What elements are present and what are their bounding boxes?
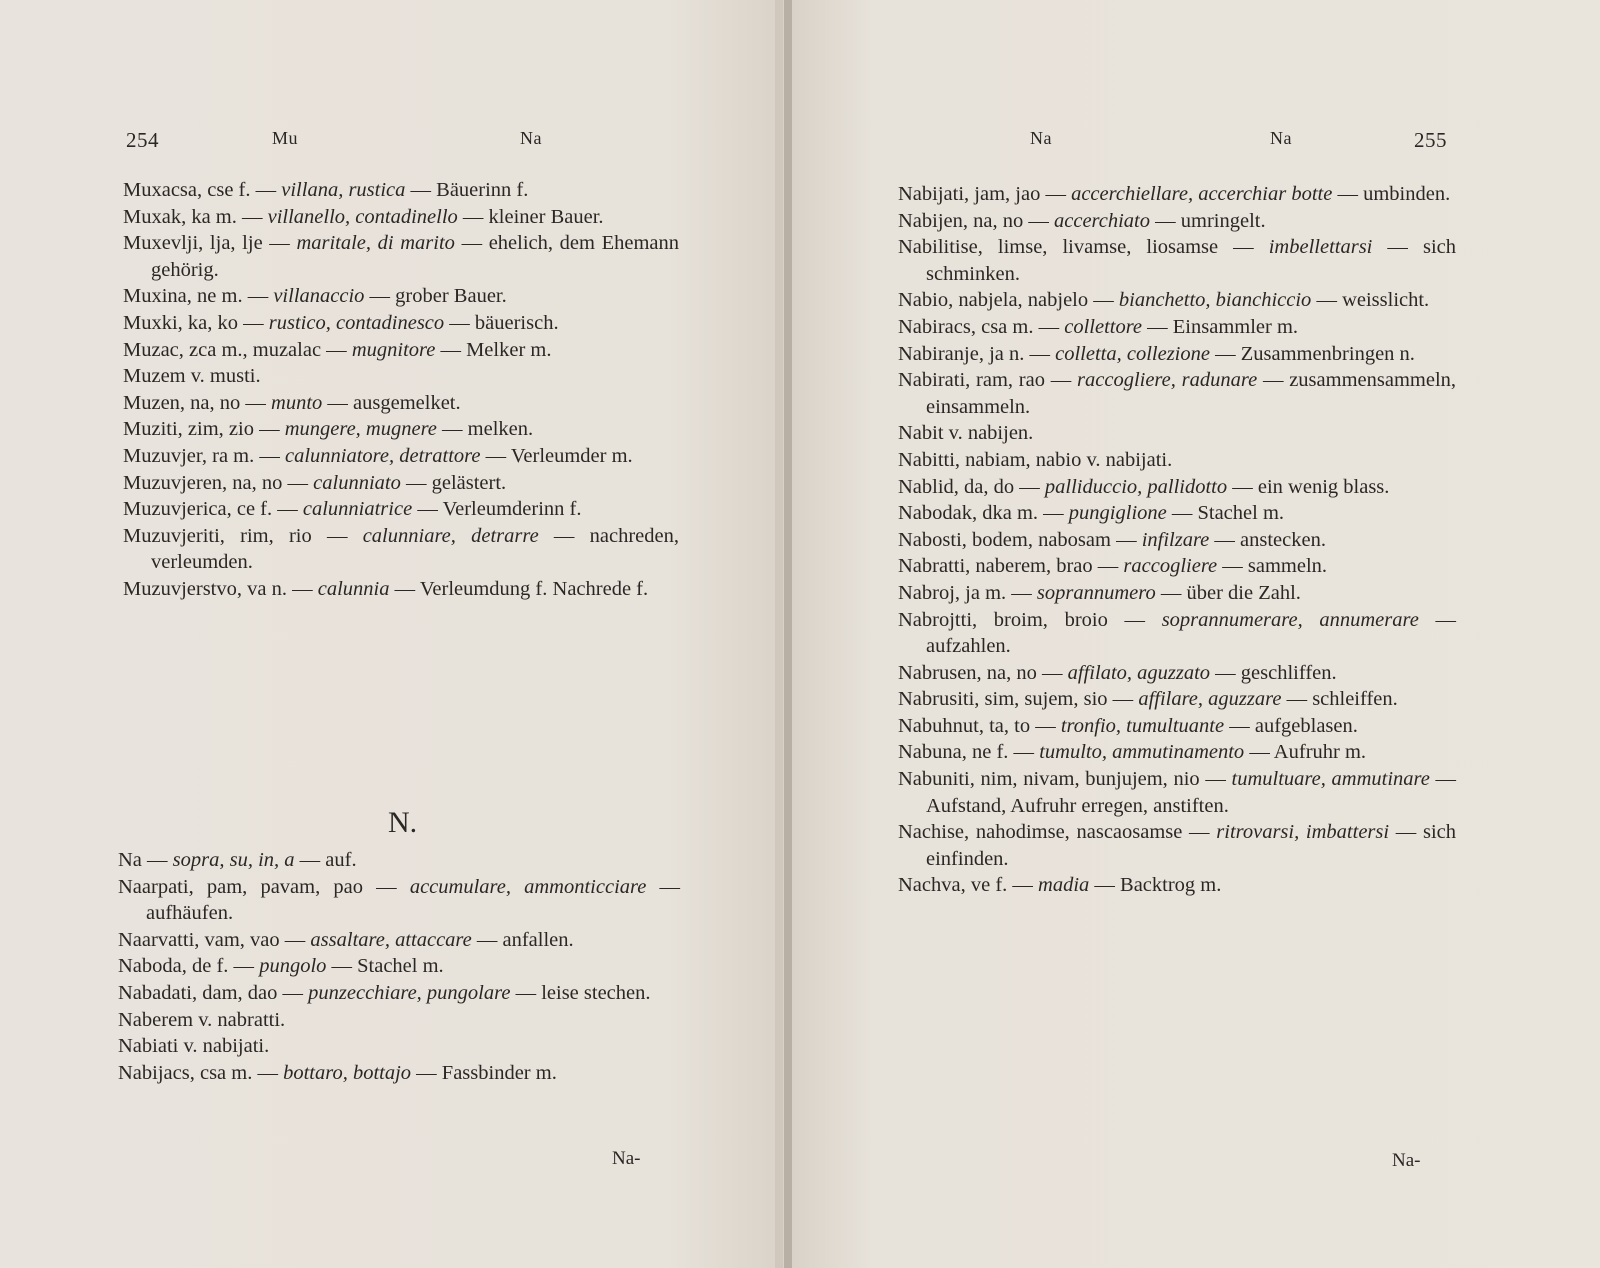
- entry-italian: tronfio, tumultuante: [1060, 714, 1225, 737]
- entry-german: — Zusammenbringen n.: [1215, 342, 1415, 365]
- dictionary-entry: [898, 234, 1456, 287]
- entry-german: — Fassbinder m.: [416, 1061, 557, 1084]
- entry-german: — ein wenig blass.: [1232, 475, 1390, 498]
- dictionary-entry: [898, 819, 1456, 872]
- entry-headword: Nabijen, na, no —: [898, 209, 1049, 232]
- entry-headword: Nabuhnut, ta, to —: [898, 714, 1056, 737]
- entry-german: — sammeln.: [1222, 555, 1328, 578]
- entry-headword: Muzuvjeriti, rim, rio —: [123, 524, 348, 547]
- entry-headword: Muxacsa, cse f. —: [123, 179, 277, 201]
- entry-headword: Muzen, na, no —: [123, 391, 266, 414]
- dictionary-entry: [123, 283, 679, 310]
- entry-german: — Stachel m.: [331, 955, 444, 978]
- entry-headword: Nabadati, dam, dao —: [118, 981, 304, 1004]
- entry-headword: Nachva, ve f. —: [898, 874, 1033, 897]
- entry-italian: accumulare, ammonticciare: [409, 875, 647, 898]
- entry-italian: rustico, contadinesco: [268, 311, 445, 334]
- entry-german: — Backtrog m.: [1094, 874, 1222, 897]
- entry-italian: maritale, di marito: [296, 232, 455, 255]
- entry-headword: Nabroj, ja m. —: [898, 581, 1032, 604]
- entry-headword: Naarpati, pam, pavam, pao —: [118, 875, 397, 898]
- entry-headword: Nabiranje, ja n. —: [898, 342, 1050, 365]
- dictionary-entry: [118, 1007, 680, 1034]
- dictionary-entry: [123, 470, 679, 497]
- dictionary-entry: [123, 310, 679, 337]
- catchword: Na-: [1392, 1150, 1421, 1171]
- entry-headword: Nabratti, naberem, brao —: [898, 555, 1119, 578]
- entry-headword: Muxak, ka m. —: [123, 205, 263, 228]
- entry-german: — leise stechen.: [515, 981, 651, 1004]
- entry-german: — Bäuerinn f.: [410, 179, 529, 201]
- dictionary-entry: [898, 341, 1456, 368]
- dictionary-entry: [118, 980, 680, 1007]
- entry-italian: bianchetto, bianchiccio: [1118, 289, 1312, 312]
- dictionary-entry: [123, 230, 679, 283]
- catchword: Na-: [612, 1148, 641, 1169]
- entry-italian: calunnia: [317, 577, 390, 600]
- entry-italian: villanello, contadinello: [267, 205, 458, 228]
- entry-headword: Nabijati, jam, jao —: [898, 183, 1066, 205]
- entry-headword: Naberem v. nabratti.: [118, 1008, 286, 1031]
- dictionary-entry: [898, 367, 1456, 420]
- entry-headword: Nabit v. nabijen.: [898, 422, 1034, 445]
- entry-headword: Nabijacs, csa m. —: [118, 1061, 278, 1084]
- dictionary-entry: [123, 204, 679, 231]
- dictionary-entry: [898, 607, 1456, 660]
- entry-headword: Nabuna, ne f. —: [898, 741, 1035, 764]
- dictionary-entry: [123, 390, 679, 417]
- left-page: [0, 0, 786, 1268]
- dictionary-entry: [898, 500, 1456, 527]
- entry-headword: Nabirati, ram, rao —: [898, 369, 1072, 392]
- entry-italian: punzecchiare, pungolare: [308, 981, 511, 1004]
- entry-headword: Nabrojtti, broim, broio —: [898, 608, 1146, 631]
- entry-italian: madia: [1038, 874, 1090, 897]
- entry-headword: Nabuniti, nim, nivam, bunjujem, nio —: [898, 768, 1226, 791]
- entry-headword: Muzuvjeren, na, no —: [123, 471, 309, 494]
- page-number: 255: [1414, 128, 1447, 152]
- dictionary-entry: [118, 953, 680, 980]
- entry-headword: Muziti, zim, zio —: [123, 418, 280, 441]
- header-left: Mu: [272, 128, 299, 148]
- entry-german: — melken.: [442, 418, 534, 441]
- dictionary-entry: [118, 1060, 680, 1087]
- dictionary-entry: [118, 927, 680, 954]
- dictionary-entry: [898, 314, 1456, 341]
- entry-german: — schleiffen.: [1286, 688, 1398, 711]
- dictionary-entry: [123, 496, 679, 523]
- entry-headword: Naarvatti, vam, vao —: [118, 928, 306, 951]
- entry-german: — ausgemelket.: [327, 391, 461, 414]
- entry-headword: Muzuvjerica, ce f. —: [123, 498, 298, 521]
- dictionary-entry: [123, 177, 679, 204]
- entry-italian: calunniatore, detrattore: [285, 444, 481, 467]
- entry-german: — Aufruhr m.: [1249, 741, 1367, 764]
- entry-german: — über die Zahl.: [1160, 581, 1301, 604]
- section-letter: N.: [388, 806, 418, 839]
- entry-italian: calunniatrice: [302, 498, 413, 521]
- dictionary-entry: [123, 443, 679, 470]
- dictionary-entry: [898, 553, 1456, 580]
- entry-headword: Nabilitise, limse, livamse, liosamse —: [898, 236, 1254, 259]
- entry-italian: tumultuare, ammutinare: [1231, 768, 1430, 791]
- entry-headword: Nabitti, nabiam, nabio v. nabijati.: [898, 448, 1173, 471]
- entry-german: — Aufstand, Aufruhr erregen, anstiften.: [926, 768, 1457, 817]
- right-entries: [898, 181, 1456, 899]
- entry-german: — gelästert.: [405, 471, 507, 494]
- entry-italian: imbellettarsi: [1268, 236, 1373, 259]
- dictionary-entry: [898, 447, 1456, 474]
- entry-german: — anstecken.: [1214, 528, 1326, 551]
- entry-italian: soprannumerare, annumerare: [1161, 608, 1419, 631]
- header-right: Na: [1270, 128, 1292, 148]
- entry-german: — weisslicht.: [1316, 289, 1430, 312]
- entry-italian: palliduccio, pallidotto: [1044, 475, 1228, 498]
- entry-german: — geschliffen.: [1215, 661, 1337, 684]
- entry-headword: Nabodak, dka m. —: [898, 502, 1064, 525]
- dictionary-entry: [898, 713, 1456, 740]
- entry-german: — umbinden.: [1337, 183, 1451, 205]
- dictionary-entry: [898, 660, 1456, 687]
- entry-italian: raccogliere, radunare: [1077, 369, 1258, 392]
- entry-german: — Verleumdung f. Nachrede f.: [394, 577, 649, 600]
- dictionary-entry: [123, 523, 679, 576]
- dictionary-entry: [118, 874, 680, 927]
- entry-german: — grober Bauer.: [369, 285, 507, 308]
- entry-italian: soprannumero: [1036, 581, 1156, 604]
- entry-headword: Muzuvjerstvo, va n. —: [123, 577, 313, 600]
- entry-italian: calunniare, detrarre: [362, 524, 539, 547]
- entry-italian: sopra, su, in, a: [172, 849, 295, 871]
- entry-headword: Muzem v. musti.: [123, 365, 261, 388]
- entry-german: — bäuerisch.: [449, 311, 559, 334]
- entry-headword: Naboda, de f. —: [118, 955, 255, 978]
- entry-german: — sich schminken.: [926, 236, 1456, 285]
- entry-headword: Nabiracs, csa m. —: [898, 315, 1060, 338]
- entry-headword: Nabiati v. nabijati.: [118, 1035, 270, 1058]
- entry-italian: mugnitore: [351, 338, 436, 361]
- dictionary-entry: [118, 847, 680, 874]
- page-edge: [775, 0, 783, 1268]
- dictionary-entry: [123, 337, 679, 364]
- dictionary-entry: [898, 580, 1456, 607]
- entry-german: — Verleumder m.: [485, 444, 633, 467]
- entry-german: — Stachel m.: [1171, 502, 1285, 525]
- entry-german: — aufzahlen.: [926, 608, 1457, 658]
- entry-german: — Verleumderinn f.: [417, 498, 582, 521]
- header-left: Na: [1030, 128, 1052, 148]
- entry-german: — nachreden, verleumden.: [151, 524, 679, 574]
- entry-italian: raccogliere: [1123, 555, 1218, 578]
- entry-italian: calunniato: [313, 471, 401, 494]
- entry-headword: Nabrusen, na, no —: [898, 661, 1063, 684]
- entry-italian: villana, rustica: [281, 179, 406, 201]
- entry-german: — aufgeblasen.: [1229, 714, 1358, 737]
- entry-german: — auf.: [299, 849, 357, 871]
- right-page: [792, 0, 1600, 1268]
- dictionary-entry: [898, 739, 1456, 766]
- entry-german: — aufhäufen.: [146, 875, 681, 925]
- dictionary-entry: [123, 363, 679, 390]
- header-right: Na: [520, 128, 542, 148]
- entry-italian: tumulto, ammutinamento: [1039, 741, 1245, 764]
- dictionary-entry: [898, 527, 1456, 554]
- entry-headword: Na —: [118, 849, 168, 871]
- entry-italian: affilato, aguzzato: [1067, 661, 1211, 684]
- entry-italian: pungolo: [259, 955, 327, 978]
- entry-german: — ehelich, dem Ehemann gehörig.: [151, 232, 679, 281]
- entry-german: — Melker m.: [440, 338, 552, 361]
- entry-german: — anfallen.: [476, 928, 574, 951]
- entry-italian: munto: [271, 391, 323, 414]
- dictionary-entry: [898, 420, 1456, 447]
- dictionary-entry: [123, 416, 679, 443]
- dictionary-entry: [898, 766, 1456, 819]
- entry-headword: Muxki, ka, ko —: [123, 311, 264, 334]
- entry-italian: collettore: [1064, 315, 1143, 338]
- entry-italian: assaltare, attaccare: [310, 928, 472, 951]
- entry-german: — sich einfinden.: [926, 821, 1457, 870]
- dictionary-entry: [898, 686, 1456, 713]
- dictionary-entry: [898, 872, 1456, 899]
- dictionary-entry: [123, 576, 679, 603]
- entry-headword: Muxina, ne m. —: [123, 285, 269, 308]
- entry-headword: Nabio, nabjela, nabjelo —: [898, 289, 1114, 312]
- entry-german: — zusammensammeln, einsammeln.: [926, 369, 1457, 418]
- entry-italian: colletta, collezione: [1055, 342, 1210, 365]
- entry-italian: mungere, mugnere: [284, 418, 437, 441]
- entry-german: — kleiner Bauer.: [462, 205, 604, 228]
- left-entries-bottom: [118, 847, 680, 1086]
- entry-headword: Muzuvjer, ra m. —: [123, 444, 280, 467]
- entry-italian: affilare, aguzzare: [1138, 688, 1282, 711]
- entry-headword: Nabosti, bodem, nabosam —: [898, 528, 1137, 551]
- dictionary-entry: [898, 287, 1456, 314]
- dictionary-entry: [898, 474, 1456, 501]
- page-number: 254: [126, 128, 159, 152]
- entry-italian: accerchiato: [1054, 209, 1151, 232]
- entry-italian: infilzare: [1141, 528, 1210, 551]
- entry-italian: ritrovarsi, imbattersi: [1216, 821, 1390, 844]
- dictionary-entry: [118, 1033, 680, 1060]
- entry-italian: villanaccio: [273, 285, 365, 308]
- dictionary-entry: [898, 208, 1456, 235]
- entry-headword: Nabrusiti, sim, sujem, sio —: [898, 688, 1134, 711]
- entry-italian: pungiglione: [1068, 502, 1167, 525]
- entry-italian: bottaro, bottajo: [283, 1061, 412, 1084]
- entry-headword: Muzac, zca m., muzalac —: [123, 338, 347, 361]
- entry-headword: Nablid, da, do —: [898, 475, 1040, 498]
- left-entries-top: [123, 177, 679, 603]
- entry-german: — Einsammler m.: [1147, 315, 1299, 338]
- entry-german: — umringelt.: [1155, 209, 1266, 232]
- dictionary-entry: [898, 181, 1456, 208]
- entry-headword: Nachise, nahodimse, nascaosamse —: [898, 821, 1210, 844]
- entry-headword: Muxevlji, lja, lje —: [123, 232, 290, 255]
- entry-italian: accerchiellare, accerchiar botte: [1071, 183, 1333, 205]
